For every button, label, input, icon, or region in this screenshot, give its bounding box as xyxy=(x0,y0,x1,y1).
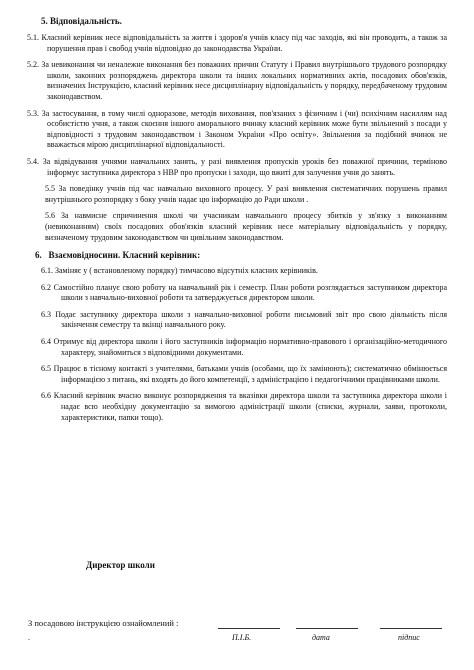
item-number: 5.4. xyxy=(27,156,39,166)
item-6-5 xyxy=(41,364,447,385)
item-number: 5.6 xyxy=(45,211,55,221)
section-6-number: 6. xyxy=(35,250,42,261)
item-6-6 xyxy=(41,391,447,423)
item-number: 6.5 xyxy=(41,364,51,374)
dot-mark: . xyxy=(28,633,30,642)
item-text: За невиконання чи неналежне виконання без поважних причин Статуту і Правил внутрішнього трудового розпорядку школи, законних розпоряджень директора школи та інших локальних нормативних актів, посадових обов'язків, визначених Інструкцією, класний керівник несе дисциплінарну відповідальність у порядку, передбаченому трудовим законодавством. xyxy=(41,60,448,101)
item-6-2 xyxy=(41,283,447,304)
item-5-6 xyxy=(45,211,447,243)
item-text: Отримує від директора школи і його заступників інформацію нормативно-правового і організаційно-методичного характеру, знайомиться з відповідними документами. xyxy=(53,337,448,357)
signature-line xyxy=(380,628,442,629)
item-6-3 xyxy=(41,310,447,331)
item-number: 5.5 xyxy=(45,184,55,194)
item-number: 6.2 xyxy=(41,282,51,292)
section-6-title: Взаємовідносини. Класний керівник: xyxy=(48,250,201,261)
item-text: За навмисне спричинення школі чи учасникам навчального процесу збитків у зв'язку з виконанням (невиконанням) своїх посадових обов'язків класний керівник несе матеріальну відповідальність у порядку, визначеному трудовим законодавством чи цивільним законодавством. xyxy=(45,211,447,242)
name-line xyxy=(218,628,280,629)
item-5-4 xyxy=(27,157,447,178)
director-signature-title: Директор школи xyxy=(86,560,155,570)
item-text: Подає заступнику директора школи з навчально-виховної роботи письмовий звіт про свою діяльність після закінчення семестру та вкінці навчального року. xyxy=(55,309,448,330)
item-number: 5.2. xyxy=(27,60,39,70)
name-label: П.І.Б. xyxy=(232,633,252,642)
date-label: дата xyxy=(312,633,330,642)
item-text: Класний керівник несе відповідальність за життя і здоров'я учнів класу під час заходів, які він проводить, а також за порушення прав і свобод учнів відповідно до законодавства України. xyxy=(41,33,448,53)
item-number: 6.4 xyxy=(41,337,51,347)
item-text: За застосування, в тому числі одноразове, методів виховання, пов'язаних з фізичним і (чи) психічним насиллям над особистістю учня, а також скоєння іншого аморального вчинку класний керівник може бути звільнений з посади у відповідності з трудовим законодавством і Законом України «Про освіту». Звільнення за подібний вчинок не вважається мірою дисциплінарної відповідальності. xyxy=(41,108,448,150)
item-text: Заміняє у ( встановленому порядку) тимчасово відсутніх класних керівників. xyxy=(55,266,318,276)
section-5-subitems xyxy=(45,184,447,243)
item-number: 6.3 xyxy=(41,309,51,319)
item-number: 5.1. xyxy=(27,33,39,42)
section-5-items xyxy=(27,33,447,178)
section-5-heading: 5. Відповідальність. xyxy=(41,16,122,26)
item-text: Працює в тісному контакті з учителями, батьками учнів (особами, що їх замінюють); систематично обмінюється інформацією з питань, які входять до його компетенції, з адміністрацією і педагогічними працівниками школи. xyxy=(53,364,447,384)
instruction-document xyxy=(27,16,447,429)
item-6-4 xyxy=(41,337,447,358)
item-5-1 xyxy=(27,33,447,54)
acknowledgement-text: З посадовою інструкцією ознайомлений : xyxy=(28,618,179,628)
item-5-5 xyxy=(45,184,447,205)
date-line xyxy=(296,628,358,629)
item-number: 6.1. xyxy=(41,266,53,276)
item-5-2 xyxy=(27,60,447,102)
signature-label: підпис xyxy=(398,633,420,642)
item-text: За поведінку учнів під час навчально виховного процесу. У разі виявлення систематичних порушень правил внутрішнього розпорядку з боку учнів надає цю інформацію до Ради школи . xyxy=(45,184,448,204)
item-text: Класний керівник вчасно виконує розпорядження та вказівки директора школи та заступника директора школи і надає всю необхідну документацію за вимогою адміністрації школи (списки, журнали, заяви, протоколи, характеристики, папки тощо). xyxy=(53,391,447,422)
item-text: За відвідування учнями навчальних занять, у разі виявлення пропусків уроків без поважної причини, терміново інформує заступника директора з НВР про пропуски і заходи, що вжиті для залучення учня до занять. xyxy=(42,156,448,177)
section-6-items xyxy=(39,266,447,423)
item-5-3 xyxy=(27,109,447,151)
item-number: 5.3. xyxy=(27,108,39,118)
item-text: Самостійно планує свою роботу на навчальний рік і семестр. План роботи розглядається заступником директора школи з навчально-виховної роботи та затверджується директором школи. xyxy=(53,282,448,303)
item-6-1 xyxy=(41,266,447,277)
item-number: 6.6 xyxy=(41,391,51,401)
section-6-heading xyxy=(35,250,447,261)
